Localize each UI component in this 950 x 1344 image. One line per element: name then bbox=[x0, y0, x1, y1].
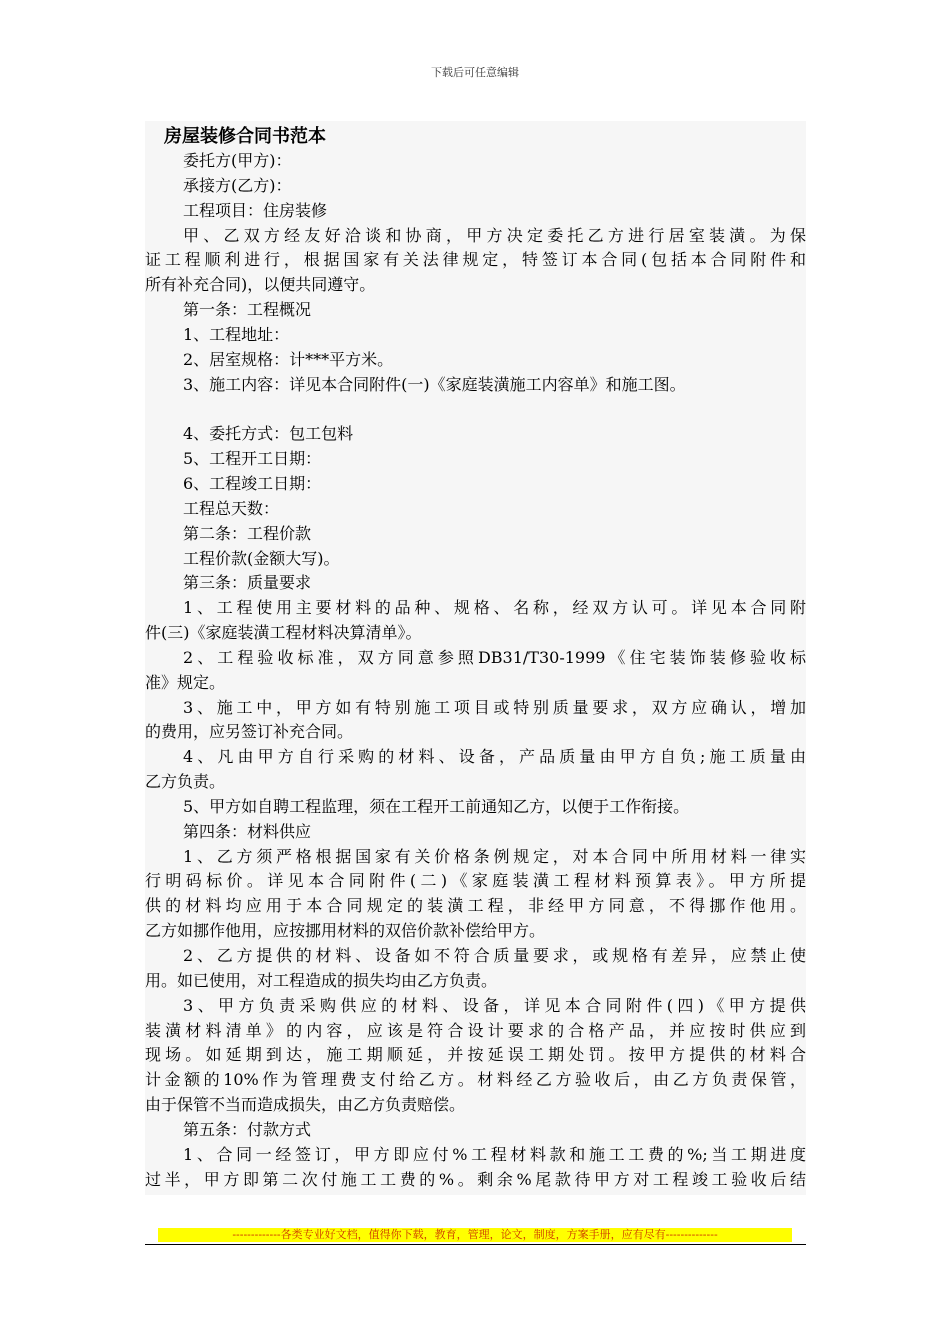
clause-line: 5、工程开工日期： bbox=[183, 449, 322, 469]
clause-line: 4、委托方式：包工包料 bbox=[183, 424, 354, 444]
clause-line: 乙方如挪作他用，应按挪用材料的双倍价款补偿给甲方。 bbox=[145, 921, 546, 941]
clause-line: 1、乙方须严格根据国家有关价格条例规定，对本合同中所用材料一律实 bbox=[183, 846, 806, 866]
document-body bbox=[145, 149, 806, 1192]
clause-line: 件(三)《家庭装潢工程材料决算清单》。 bbox=[145, 623, 422, 643]
paragraph-line: 证工程顺利进行，根据国家有关法律规定，特签订本合同(包括本合同附件和 bbox=[145, 250, 806, 270]
contract-content bbox=[145, 121, 806, 1195]
clause-line: 工程价款(金额大写)。 bbox=[183, 548, 340, 568]
article-heading: 第四条：材料供应 bbox=[183, 821, 312, 841]
clause-line: 3、施工内容：详见本合同附件(一)《家庭装潢施工内容单》和施工图。 bbox=[183, 374, 686, 394]
clause-line: 准》规定。 bbox=[145, 672, 226, 692]
clause-line: 2、工程验收标准，双方同意参照DB31/T30-1999《住宅装饰装修验收标 bbox=[183, 647, 806, 667]
paragraph-line: 甲、乙双方经友好洽谈和协商，甲方决定委托乙方进行居室装潢。为保 bbox=[183, 225, 806, 245]
clause-line: 计金额的10%作为管理费支付给乙方。材料经乙方验收后，由乙方负责保管， bbox=[145, 1070, 806, 1090]
clause-line: 过半，甲方即第二次付施工工费的%。剩余%尾款待甲方对工程竣工验收后结 bbox=[145, 1169, 806, 1189]
clause-line: 4、凡由甲方自行采购的材料、设备，产品质量由甲方自负;施工质量由 bbox=[183, 747, 806, 767]
article-heading: 第一条：工程概况 bbox=[183, 300, 312, 320]
page-header-note: 下载后可任意编辑 bbox=[431, 66, 519, 79]
clause-line: 3、甲方负责采购供应的材料、设备，详见本合同附件(四)《甲方提供 bbox=[183, 995, 806, 1015]
project-line: 工程项目：住房装修 bbox=[183, 200, 328, 220]
paragraph-line: 所有补充合同)，以便共同遵守。 bbox=[145, 275, 376, 295]
article-heading: 第三条：质量要求 bbox=[183, 573, 312, 593]
footer-divider bbox=[145, 1244, 806, 1245]
document-title: 房屋装修合同书范本 bbox=[164, 126, 326, 147]
party-a-line: 委托方(甲方)： bbox=[183, 151, 292, 170]
clause-line: 2、居室规格：计***平方米。 bbox=[183, 349, 394, 369]
clause-line: 5、甲方如自聘工程监理，须在工程开工前通知乙方，以便于工作衔接。 bbox=[183, 796, 690, 816]
article-heading: 第二条：工程价款 bbox=[183, 523, 312, 543]
clause-line: 1、工程地址： bbox=[183, 324, 290, 344]
clause-line: 用。如已使用，对工程造成的损失均由乙方负责。 bbox=[145, 970, 498, 990]
footer-banner: -------------各类专业好文档，值得你下载，教育，管理，论文，制度，方案手册，应有尽有-------------- bbox=[158, 1228, 792, 1242]
clause-line: 行明码标价。详见本合同附件(二)《家庭装潢工程材料预算表》。甲方所提 bbox=[145, 871, 806, 891]
clause-line: 装潢材料清单》的内容，应该是符合设计要求的合格产品，并应按时供应到 bbox=[145, 1020, 806, 1040]
clause-line: 的费用，应另签订补充合同。 bbox=[145, 722, 354, 742]
clause-line: 工程总天数： bbox=[183, 498, 280, 518]
clause-line: 乙方负责。 bbox=[145, 772, 226, 792]
clause-line: 由于保管不当而造成损失，由乙方负责赔偿。 bbox=[145, 1095, 466, 1115]
clause-line: 3、施工中，甲方如有特别施工项目或特别质量要求，双方应确认，增加 bbox=[183, 697, 806, 717]
article-heading: 第五条：付款方式 bbox=[183, 1119, 312, 1139]
clause-line: 6、工程竣工日期： bbox=[183, 473, 322, 493]
clause-line: 1、工程使用主要材料的品种、规格、名称，经双方认可。详见本合同附 bbox=[183, 598, 806, 618]
party-b-line: 承接方(乙方)： bbox=[183, 175, 292, 195]
clause-line: 1、合同一经签订，甲方即应付%工程材料款和施工工费的%;当工期进度 bbox=[183, 1144, 806, 1164]
clause-line: 供的材料均应用于本合同规定的装潢工程，非经甲方同意，不得挪作他用。 bbox=[145, 896, 806, 916]
clause-line: 现场。如延期到达，施工期顺延，并按延误工期处罚。按甲方提供的材料合 bbox=[145, 1045, 806, 1065]
blank-line bbox=[145, 397, 806, 422]
clause-line: 2、乙方提供的材料、设备如不符合质量要求，或规格有差异，应禁止使 bbox=[183, 946, 806, 965]
